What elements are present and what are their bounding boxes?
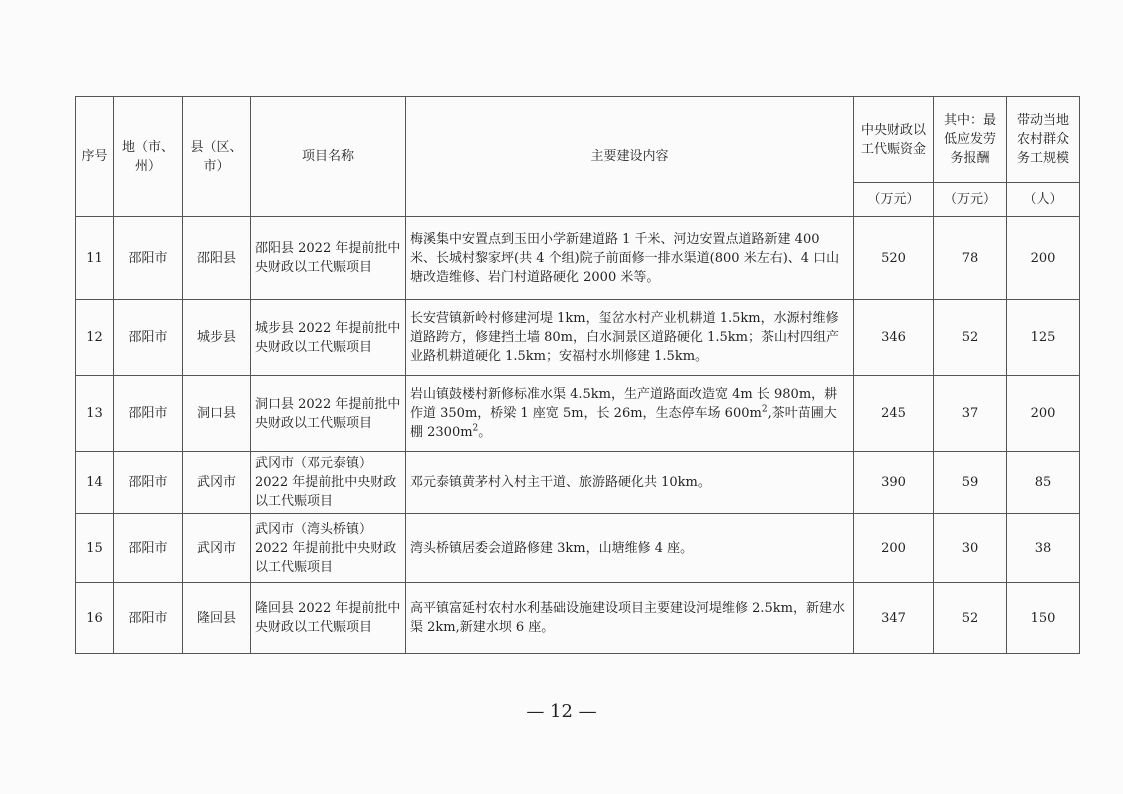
header-employment: 带动当地农村群众务工规模 <box>1007 97 1080 183</box>
row-pay: 52 <box>934 583 1007 654</box>
header-county: 县（区、市） <box>183 97 251 217</box>
unit-fund: （万元） <box>854 183 934 217</box>
row-people: 200 <box>1007 217 1080 300</box>
row-county: 城步县 <box>183 300 251 376</box>
project-table <box>75 96 1080 654</box>
row-county: 武冈市 <box>183 514 251 583</box>
table-row <box>76 514 1080 583</box>
row-fund: 245 <box>854 376 934 452</box>
row-county: 隆回县 <box>183 583 251 654</box>
content-part: 。 <box>478 425 492 440</box>
row-people: 85 <box>1007 452 1080 514</box>
row-county: 洞口县 <box>183 376 251 452</box>
row-project: 城步县 2022 年提前批中央财政以工代赈项目 <box>251 300 406 376</box>
row-project: 隆回县 2022 年提前批中央财政以工代赈项目 <box>251 583 406 654</box>
row-people: 125 <box>1007 300 1080 376</box>
row-seq: 12 <box>76 300 114 376</box>
table-row <box>76 300 1080 376</box>
row-fund: 390 <box>854 452 934 514</box>
row-seq: 11 <box>76 217 114 300</box>
superscript-2: 2 <box>472 423 479 434</box>
row-fund: 347 <box>854 583 934 654</box>
row-people: 150 <box>1007 583 1080 654</box>
row-city: 邵阳市 <box>114 583 183 654</box>
unit-pay: （万元） <box>934 183 1007 217</box>
row-content: 高平镇富延村农村水利基础设施建设项目主要建设河堤维修 2.5km，新建水渠 2km,新建水坝 6 座。 <box>406 583 854 654</box>
row-pay: 37 <box>934 376 1007 452</box>
header-content: 主要建设内容 <box>406 97 854 217</box>
row-fund: 520 <box>854 217 934 300</box>
row-seq: 13 <box>76 376 114 452</box>
row-people: 38 <box>1007 514 1080 583</box>
row-seq: 16 <box>76 583 114 654</box>
row-city: 邵阳市 <box>114 376 183 452</box>
row-project: 洞口县 2022 年提前批中央财政以工代赈项目 <box>251 376 406 452</box>
row-city: 邵阳市 <box>114 300 183 376</box>
row-project: 邵阳县 2022 年提前批中央财政以工代赈项目 <box>251 217 406 300</box>
superscript-2: 2 <box>761 404 768 415</box>
row-seq: 15 <box>76 514 114 583</box>
row-content: 梅溪集中安置点到玉田小学新建道路 1 千米、河边安置点道路新建 400 米、长城村黎家坪(共 4 个组)院子前面修一排水渠道(800 米左右)、4 口山塘改造维修、岩门村道路硬化 2000 米等。 <box>406 217 854 300</box>
header-project-name: 项目名称 <box>251 97 406 217</box>
header-central-fund: 中央财政以工代赈资金 <box>854 97 934 183</box>
row-city: 邵阳市 <box>114 217 183 300</box>
header-seq: 序号 <box>76 97 114 217</box>
table-row <box>76 217 1080 300</box>
table-row <box>76 452 1080 514</box>
row-pay: 30 <box>934 514 1007 583</box>
table-header-row <box>76 97 1080 183</box>
unit-people: （人） <box>1007 183 1080 217</box>
row-fund: 346 <box>854 300 934 376</box>
page-number: — 12 — <box>526 701 597 722</box>
row-pay: 59 <box>934 452 1007 514</box>
header-labor-pay: 其中：最低应发劳务报酬 <box>934 97 1007 183</box>
row-pay: 78 <box>934 217 1007 300</box>
content-part: ,茶叶苗圃大棚 2300m <box>410 406 837 440</box>
table-row <box>76 583 1080 654</box>
row-content: 长安营镇新岭村修建河堤 1km，玺岔水村产业机耕道 1.5km，水源村维修道路跨方，修建挡土墙 80m，白水洞景区道路硬化 1.5km；茶山村四组产业路机耕道硬化 1.5km；安福村水圳修建 1.5km。 <box>406 300 854 376</box>
row-project: 武冈市（湾头桥镇）2022 年提前批中央财政以工代赈项目 <box>251 514 406 583</box>
row-content <box>406 376 854 452</box>
row-county: 武冈市 <box>183 452 251 514</box>
row-city: 邵阳市 <box>114 452 183 514</box>
row-content: 湾头桥镇居委会道路修建 3km，山塘维修 4 座。 <box>406 514 854 583</box>
row-city: 邵阳市 <box>114 514 183 583</box>
header-city: 地（市、州） <box>114 97 183 217</box>
row-project: 武冈市（邓元泰镇）2022 年提前批中央财政以工代赈项目 <box>251 452 406 514</box>
row-county: 邵阳县 <box>183 217 251 300</box>
row-pay: 52 <box>934 300 1007 376</box>
row-people: 200 <box>1007 376 1080 452</box>
row-content: 邓元泰镇黄茅村入村主干道、旅游路硬化共 10km。 <box>406 452 854 514</box>
content-part: 岩山镇鼓楼村新修标准水渠 4.5km，生产道路面改造宽 4m 长 980m，耕作道 350m，桥梁 1 座宽 5m，长 26m，生态停车场 600m <box>410 387 838 421</box>
table-row <box>76 376 1080 452</box>
row-seq: 14 <box>76 452 114 514</box>
row-fund: 200 <box>854 514 934 583</box>
